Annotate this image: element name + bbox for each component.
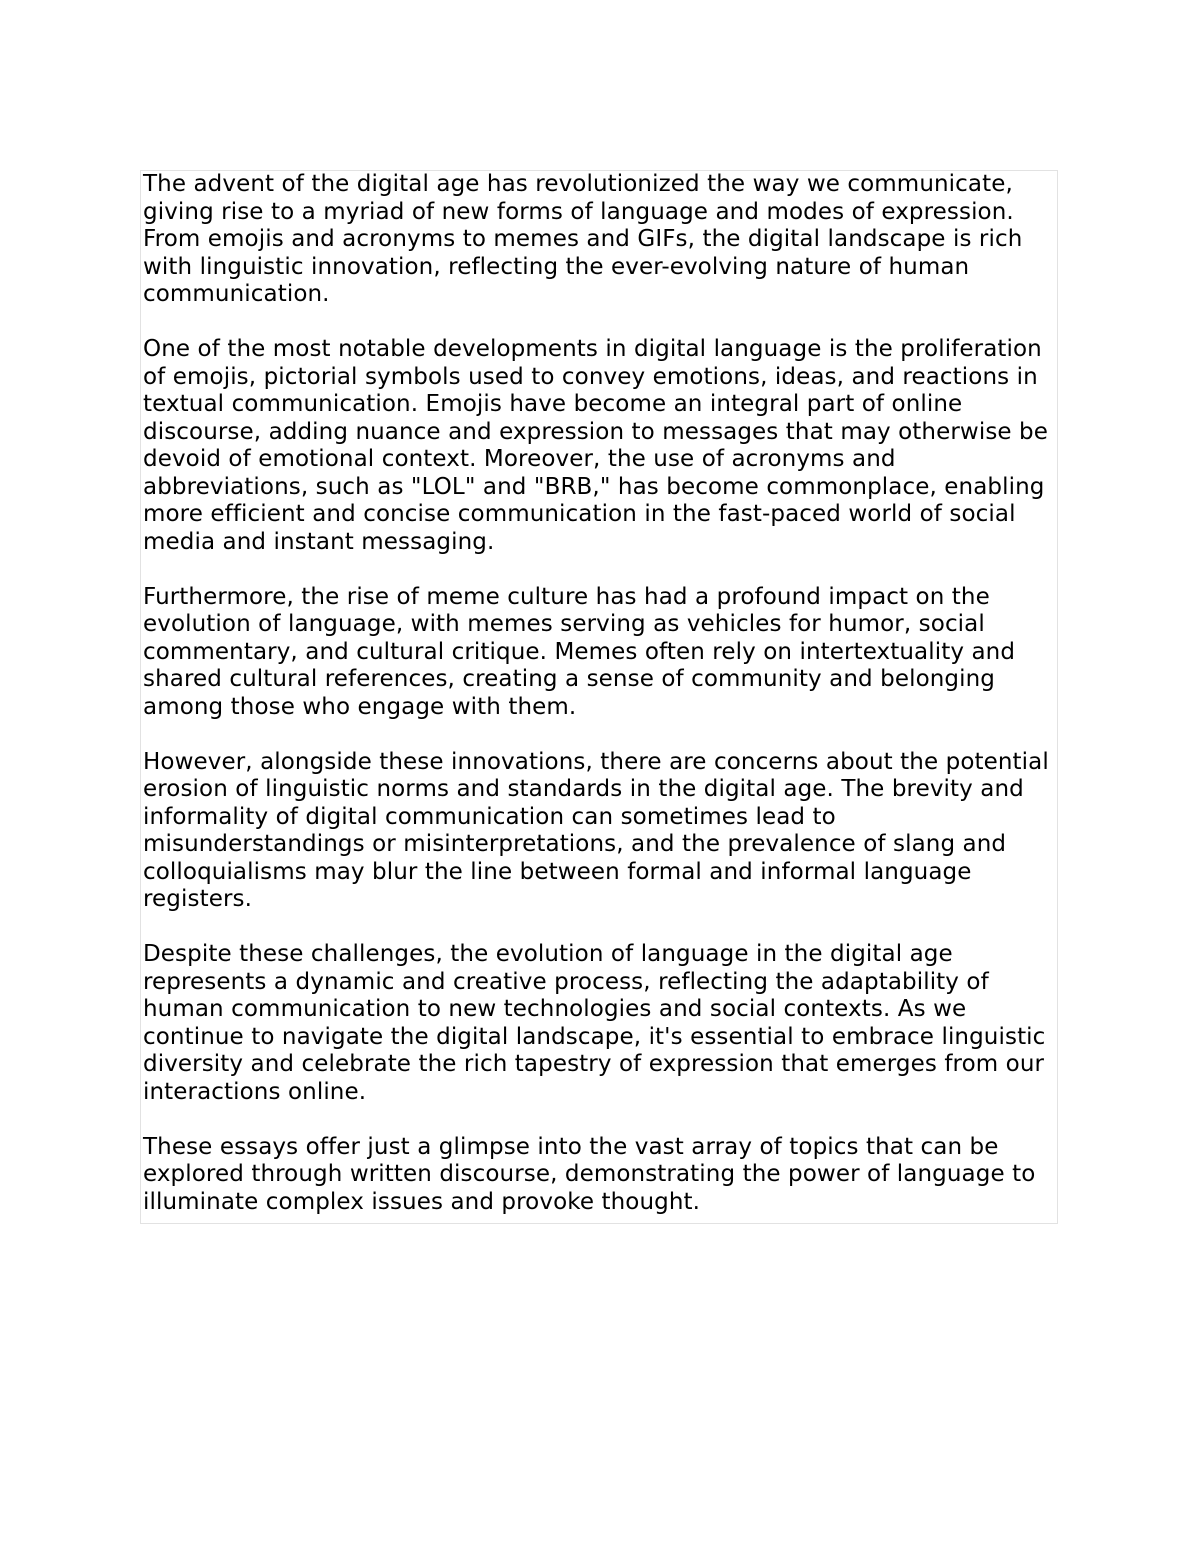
paragraph-memes: Furthermore, the rise of meme culture has had a profound impact on the evolution of language, with memes serving as vehicles for humor, social commentary, and cultural critique. Memes often rely on intertextuality and shared cultural references, creating a sense of community and belonging among those who engage with them. <box>143 583 1016 720</box>
paragraph-emojis: One of the most notable developments in digital language is the proliferation of emojis, pictorial symbols used to convey emotions, ideas, and reactions in textual communication. Emojis have become an integral part of online discourse, adding nuance and expression to messages that may otherwise be devoid of emotional context. Moreover, the use of acronyms and abbreviations, such as "LOL" and "BRB," has become commonplace, enabling more efficient and concise communication in the fast-paced world of social media and instant messaging. <box>143 336 1049 555</box>
paragraph-challenges: Despite these challenges, the evolution of language in the digital age represents a dynamic and creative process, reflecting the adaptability of human communication to new technologies and social contexts. As we continue to navigate the digital landscape, it's essential to embrace linguistic diversity and celebrate the rich tapestry of expression that emerges from our interactions online. <box>143 941 1046 1105</box>
paragraph-concerns: However, alongside these innovations, there are concerns about the potential erosion of linguistic norms and standards in the digital age. The brevity and informality of digital communication can sometimes lead to misunderstandings or misinterpretations, and the prevalence of slang and colloquialisms may blur the line between formal and informal language registers. <box>143 748 1049 912</box>
paragraph-intro: The advent of the digital age has revolutionized the way we communicate, giving rise to a myriad of new forms of language and modes of expression. From emojis and acronyms to memes and GIFs, the digital landscape is rich with linguistic innovation, reflecting the ever-evolving nature of human communication. <box>143 171 1023 307</box>
paragraph-conclusion: These essays offer just a glimpse into the vast array of topics that can be explored through written discourse, demonstrating the power of language to illuminate complex issues and provoke thought. <box>143 1133 1036 1215</box>
essay-text-box <box>140 170 1058 1224</box>
